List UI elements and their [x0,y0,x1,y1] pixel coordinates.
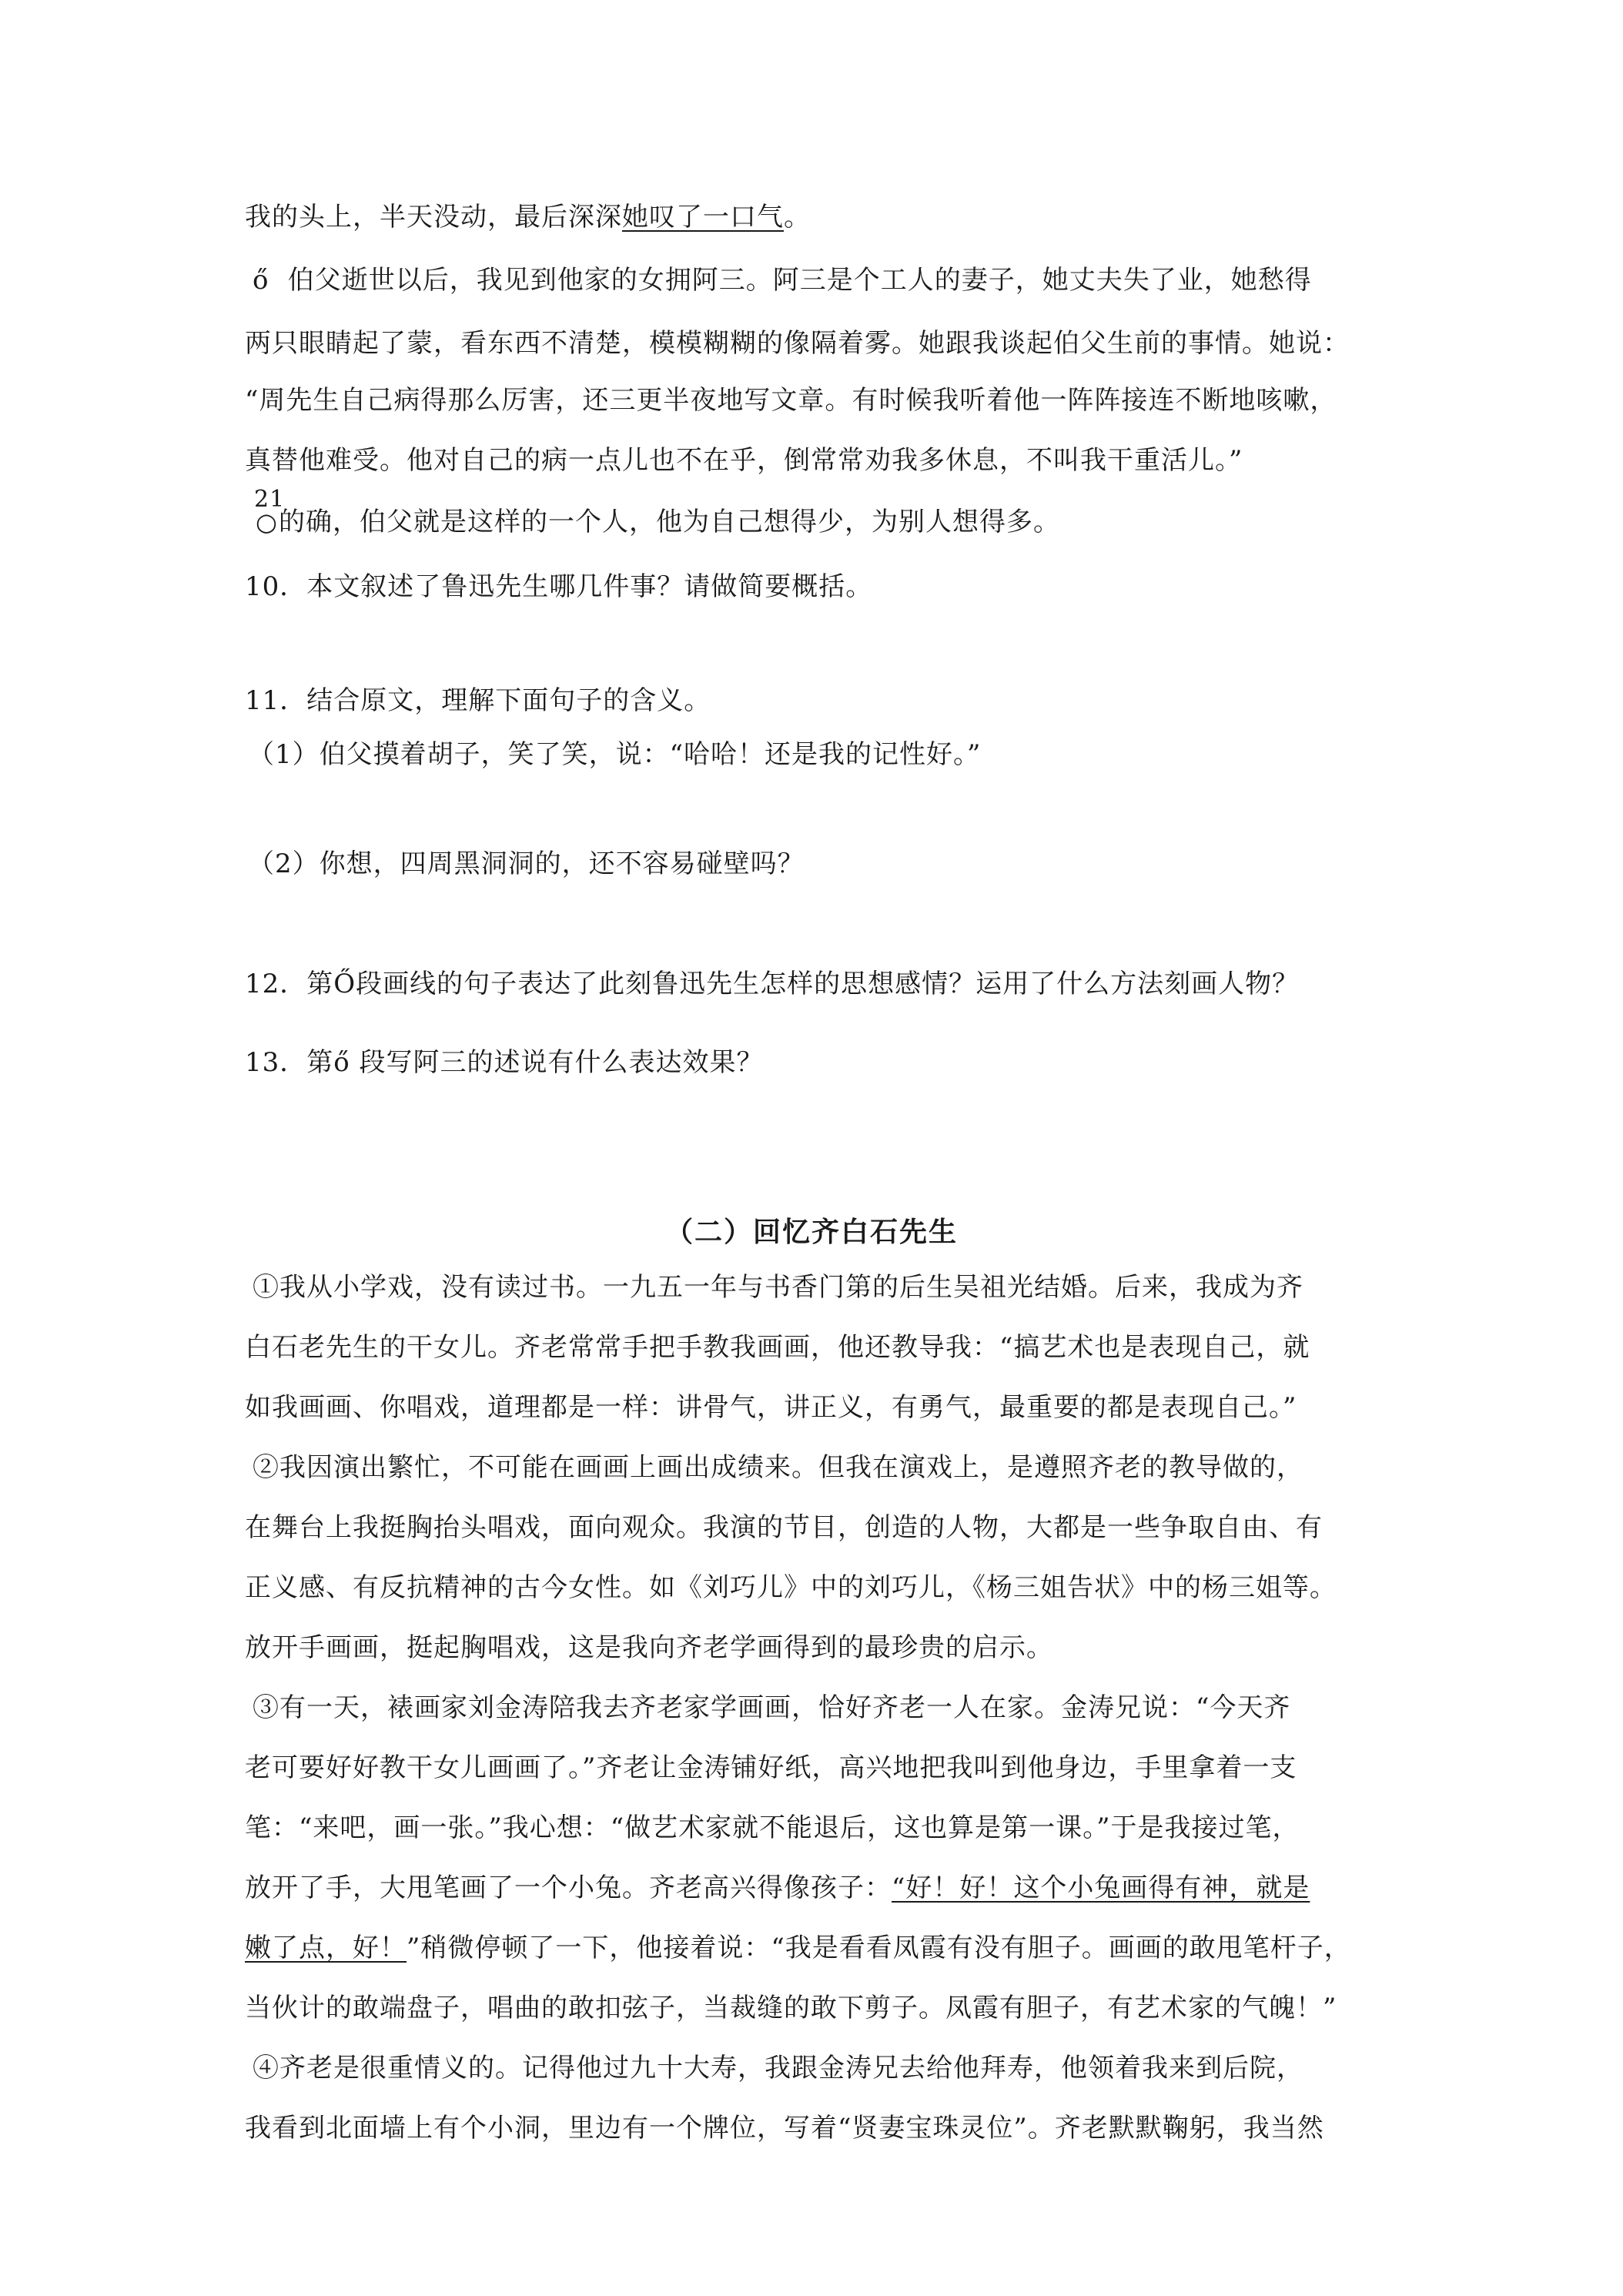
paragraph-number: 21 [254,486,286,513]
passage-line: 正义感、有反抗精神的古今女性。如《刘巧儿》中的刘巧儿，《杨三姐告状》中的杨三姐等。 [245,1572,1337,1603]
question-11: 11．结合原文，理解下面句子的含义。 [245,685,711,716]
passage-line: 两只眼睛起了蒙，看东西不清楚，模模糊糊的像隔着雾。她跟我谈起伯父生前的事情。她说： [245,328,1350,359]
question-11-part-2: （2）你想，四周黑洞洞的，还不容易碰壁吗？ [248,848,805,879]
passage-line: ②我因演出繁忙，不可能在画画上画出成绩来。但我在演戏上，是遵照齐老的教导做的， [253,1452,1303,1483]
passage-line [245,1873,1310,1903]
text-span: ”稍微停顿了一下，他接着说：“我是看看凤霞有没有胆子。画画的敢甩笔杆子， [407,1933,1351,1963]
text-span: 的确，伯父就是这样的一个人，他为自己想得少，为别人想得多。 [279,507,1060,537]
passage-line [245,202,811,233]
passage-line: ①我从小学戏，没有读过书。一九五一年与书香门第的后生吴祖光结婚。后来，我成为齐 [253,1272,1303,1303]
underlined-sentence: 她叹了一口气 [622,202,784,233]
passage-line: 真替他难受。他对自己的病一点儿也不在乎，倒常常劝我多休息，不叫我干重活儿。” [245,445,1243,476]
passage-line: 如我画画、你唱戏，道理都是一样：讲骨气，讲正义，有勇气，最重要的都是表现自己。” [245,1392,1297,1423]
passage-line: 白石老先生的干女儿。齐老常常手把手教我画画，他还教导我：“搞艺术也是表现自己，就 [245,1332,1310,1363]
passage-line: 笔：“来吧，画一张。”我心想：“做艺术家就不能退后，这也算是第一课。”于是我接过笔， [245,1812,1300,1843]
passage-title: （二）回忆齐白石先生 [664,1216,958,1248]
circle-marker: ○ [256,507,278,537]
paragraph-21-line [253,486,1060,537]
paragraph-number-marker: ő [253,265,269,296]
question-13: 13．第ő 段写阿三的述说有什么表达效果？ [245,1047,764,1078]
text-span: 。 [784,202,811,233]
underlined-sentence: “好！好！这个小兔画得有神，就是 [892,1873,1310,1903]
passage-line: ③有一天，裱画家刘金涛陪我去齐老家学画画，恰好齐老一人在家。金涛兄说：“今天齐 [253,1692,1291,1723]
underlined-sentence: 嫩了点，好！ [245,1933,407,1963]
question-11-part-1: （1）伯父摸着胡子，笑了笑，说：“哈哈！还是我的记性好。” [248,739,982,770]
passage-line: 当伙计的敢端盘子，唱曲的敢扣弦子，当裁缝的敢下剪子。凤霞有胆子，有艺术家的气魄！” [245,1993,1337,2023]
passage-line: ④齐老是很重情义的。记得他过九十大寿，我跟金涛兄去给他拜寿，他领着我来到后院， [253,2053,1303,2083]
passage-line [245,1933,1351,1963]
passage-line: 在舞台上我挺胸抬头唱戏，面向观众。我演的节目，创造的人物，大都是一些争取自由、有 [245,1512,1323,1543]
passage-line: 放开手画画，挺起胸唱戏，这是我向齐老学画得到的最珍贵的启示。 [245,1632,1053,1663]
passage-line: 老可要好好教干女儿画画了。”齐老让金涛铺好纸，高兴地把我叫到他身边，手里拿着一支 [245,1752,1297,1783]
passage-line: “周先生自己病得那么厉害，还三更半夜地写文章。有时候我听着他一阵阵接连不断地咳嗽， [245,385,1337,416]
question-10: 10．本文叙述了鲁迅先生哪几件事？请做简要概括。 [245,571,873,602]
passage-line: 我看到北面墙上有个小洞，里边有一个牌位，写着“贤妻宝珠灵位”。齐老默默鞠躬，我当然 [245,2113,1324,2144]
paragraph-number-marker [253,486,286,537]
text-span: 我的头上，半天没动，最后深深 [245,202,622,233]
question-12: 12．第Ő段画线的句子表达了此刻鲁迅先生怎样的思想感情？运用了什么方法刻画人物？ [245,969,1300,999]
text-span: 伯父逝世以后，我见到他家的女拥阿三。阿三是个工人的妻子，她丈夫失了业，她愁得 [279,265,1312,296]
text-span: 放开了手，大甩笔画了一个小兔。齐老高兴得像孩子： [245,1873,892,1903]
paragraph-20-line [253,265,1312,296]
